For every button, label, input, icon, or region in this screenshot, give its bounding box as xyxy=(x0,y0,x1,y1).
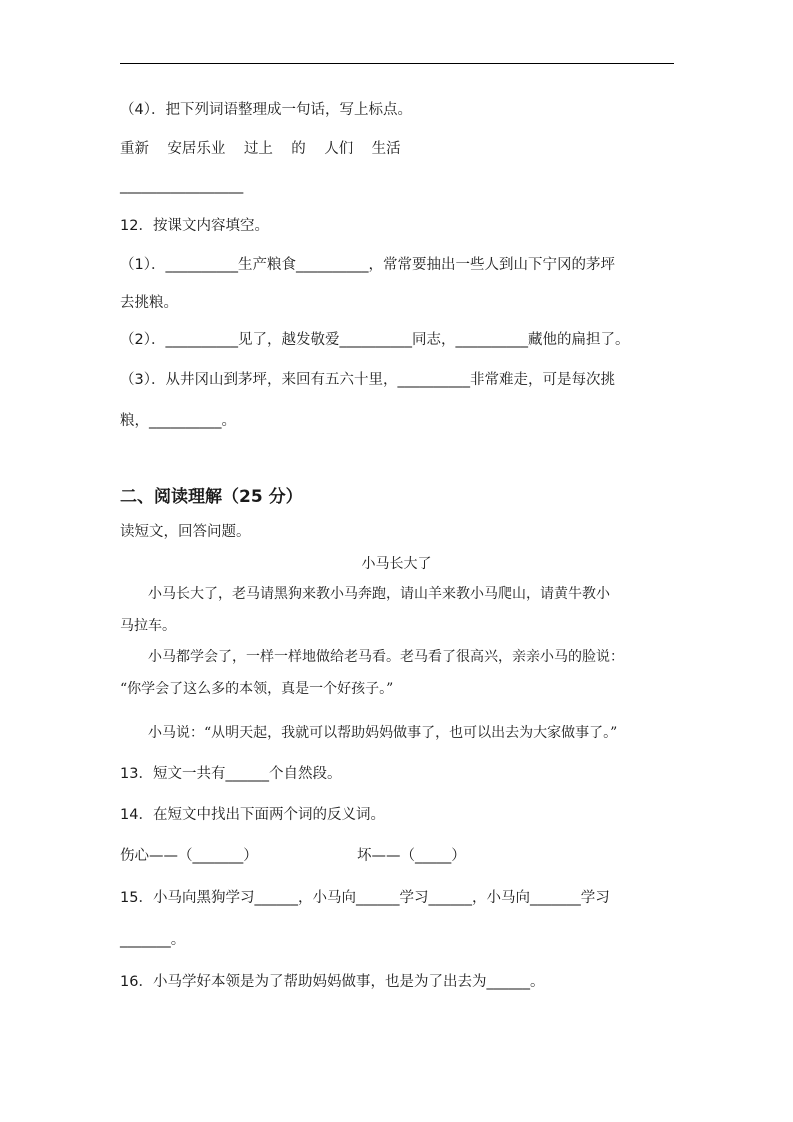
q12-item3-line2: 粮，__________。 xyxy=(120,413,236,429)
story-para1-line1: 小马长大了，老马请黑狗来教小马奔跑，请山羊来教小马爬山，请黄牛教小 xyxy=(148,586,610,602)
story-para3: 小马说：“从明天起，我就可以帮助妈妈做事了，也可以出去为大家做事了。” xyxy=(148,725,618,741)
header-rule xyxy=(120,63,674,64)
story-para1-line2: 马拉车。 xyxy=(120,618,176,634)
q11-item4-words: 重新 安居乐业 过上 的 人们 生活 xyxy=(120,141,401,157)
q16-text: 16．小马学好本领是为了帮助妈妈做事，也是为了出去为______。 xyxy=(120,974,545,990)
q12-item1-line1: （1）．__________生产粮食__________，常常要抽出一些人到山下宁冈的茅坪 xyxy=(120,257,615,273)
q11-item4-prompt: （4）．把下列词语整理成一句话，写上标点。 xyxy=(120,102,412,118)
q12-item3-line1: （3）．从井冈山到茅坪，来回有五六十里，__________非常难走，可是每次挑 xyxy=(120,372,615,388)
q15-line1: 15．小马向黑狗学习______，小马向______学习______，小马向_______学习 xyxy=(120,890,610,906)
q14-prompt: 14．在短文中找出下面两个词的反义词。 xyxy=(120,807,385,823)
section-heading: 二、阅读理解（25 分） xyxy=(120,487,303,507)
story-title: 小马长大了 xyxy=(361,556,432,572)
q13-text: 13．短文一共有______个自然段。 xyxy=(120,766,342,782)
q12-prompt: 12．按课文内容填空。 xyxy=(120,218,269,234)
q12-item1-line2: 去挑粮。 xyxy=(120,295,178,311)
q15-line2: _______。 xyxy=(120,932,186,948)
reading-instruction: 读短文，回答问题。 xyxy=(120,524,251,540)
q14-right: 坏——（_____） xyxy=(357,848,466,864)
q12-item2: （2）．__________见了，越发敬爱__________同志，__________藏他的扁担了。 xyxy=(120,332,630,348)
q11-item4-answer-blank[interactable]: _________________ xyxy=(120,178,244,194)
story-para2-line2: “你学会了这么多的本领，真是一个好孩子。” xyxy=(120,681,394,697)
q14-left: 伤心——（_______） xyxy=(120,848,258,864)
story-para2-line1: 小马都学会了，一样一样地做给老马看。老马看了很高兴，亲亲小马的脸说： xyxy=(148,649,624,665)
